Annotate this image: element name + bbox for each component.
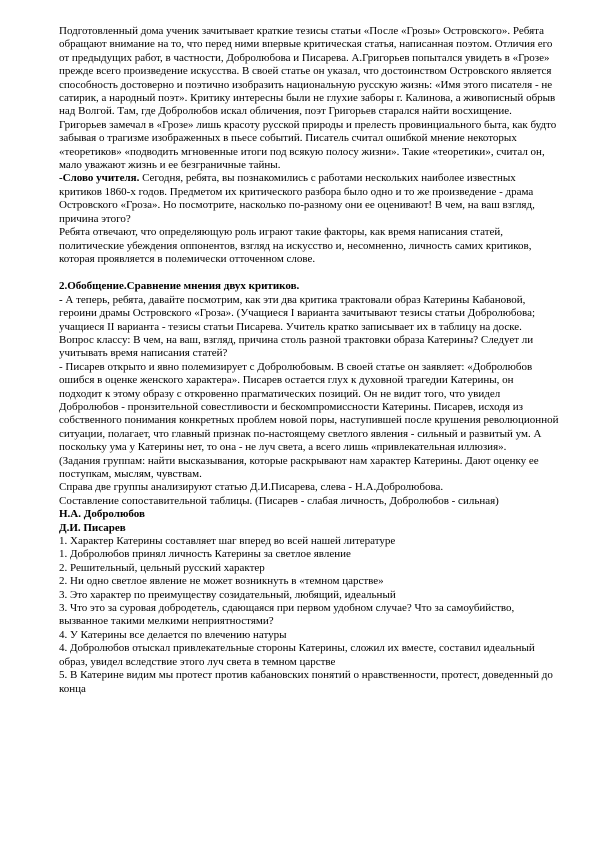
list-item: 2. Ни одно светлое явление не может возникнуть в «темном царстве»	[59, 575, 384, 588]
teacher-word-paragraph	[59, 172, 559, 226]
list-item: 3. Что это за суровая добродетель, сдающаяся при первом удобном случае? Что за самоубийство, вызванное такими мелкими неприятностями?	[59, 602, 515, 628]
intro-paragraph: Подготовленный дома ученик зачитывает краткие тезисы статьи «После «Грозы» Островского». Ребята обращают внимание на то, что перед ними впервые критическая статья, написанная поэтом. Отличия его от предыдущих работ, в частности, Добролюбова и Писарева. А.Григорьев попытался увидеть в «Грозе» прежде всего произведение искусства. В своей статье он указал, что достоинством Островского является способность достоверно и поэтично изобразить национальную русскую жизнь: «Имя этого писателя - не сатирик, а народный поэт». Критику интересны были не глухие заборы г. Калинова, а живописный обрыв над Волгой. Там, где Добролюбов искал обличения, поэт Григорьев старался найти восхищение. Григорьев замечал в «Грозе» лишь красоту русской природы и прелесть провинциального быта, как будто забывая о трагизме изображенных в пьесе событий. Писатель считал ошибкой мнение некоторых «теоретиков» «подводить мгновенные итоги под всякую полосу жизни». Такие «теоретики», считал он, мало уважают жизнь и ее безграничные тайны.	[59, 25, 557, 172]
list-item: 2. Решительный, цельный русский характер	[59, 561, 265, 574]
critic-heading-pisarev: Д.И. Писарев	[59, 521, 126, 534]
students-answer: Ребята отвечают, что определяющую роль играют такие факторы, как время написания статей, политические убеждения оппонентов, взгляд на искусство и, несомненно, личность самих критиков, которая проявляется в полемически отточенном слове.	[59, 226, 532, 265]
document-content	[59, 25, 559, 696]
table-line: Составление сопоставительной таблицы. (Писарев - слабая личность, Добролюбов - сильная)	[59, 494, 499, 507]
critic-heading-dobrolyubov: Н.А. Добролюбов	[59, 508, 145, 521]
section2-intro-text: А теперь, ребята, давайте посмотрим, как эти два критика трактовали образ Катерины Кабановой, героини драмы Островского «Гроза». (Учащиеся I варианта зачитывают тезисы статьи Добролюбова; учащиеся II варианта - тезисы статьи Писарева. Учитель кратко записывает их в таблицу на доске. Вопрос классу: В чем, на ваш, взгляд, причина столь разной трактовки образа Катерины? Следует ли учитывать время написания статей?	[59, 293, 536, 360]
section-spacer	[59, 266, 559, 280]
group-task: (Задания группам: найти высказывания, которые раскрывают нам характер Катерины. Дают оценку ее поступкам, мыслям, чувствам.	[59, 454, 539, 480]
list-item: 1. Добролюбов принял личность Катерины за светлое явление	[59, 548, 351, 561]
pisarev-paragraph: - Писарев открыто и явно полемизирует с Добролюбовым. В своей статье он заявляет: «Добролюбов ошибся в оценке женского характера». Писарев остается глух к духовной трагедии Катерины, он подходит к этому образу с откровенно прагматических позиций. Он не видит того, что увидел Добролюбов - пронзительной совестливости и бескомпромиссности Катерины. Писарев, исходя из собственного понимания конкретных проблем новой поры, наступившей после крушения революционной ситуации, полагает, что главный признак по-настоящему светлого явления - сильный и развитый ум. А поскольку ума у Катерины нет, то она - не луч света, а всего лишь «привлекательная иллюзия».	[59, 360, 559, 454]
teacher-word-text: Сегодня, ребята, вы познакомились с работами нескольких наиболее известных критиков 1860-х годов. Предметом их критического разбора было одно и то же произведение - драма Островского «Гроза». Но посмотрите, насколько по-разному они ее оценивают! В чем, на ваш взгляд, причина этого?	[59, 172, 535, 225]
teacher-word-label: -Слово учителя.	[59, 172, 140, 185]
list-item: 1. Характер Катерины составляет шаг вперед во всей нашей литературе	[59, 535, 396, 548]
list-item: 4. Добролюбов отыскал привлекательные стороны Катерины, сложил их вместе, составил идеальный образ, увидел вследствие этого луч света в темном царстве	[59, 642, 535, 668]
section2-intro-paragraph	[59, 294, 559, 361]
list-item: 5. В Катерине видим мы протест против кабановских понятий о нравственности, протест, доведенный до конца	[59, 669, 553, 695]
section2-dash: -	[59, 293, 63, 306]
list-item: 3. Это характер по преимуществу созидательный, любящий, идеальный	[59, 588, 396, 601]
section2-heading: 2.Обобщение.Сравнение мнения двух критиков.	[59, 280, 300, 293]
list-item: 4. У Катерины все делается по влечению натуры	[59, 628, 287, 641]
groups-line: Справа две группы анализируют статью Д.И.Писарева, слева - Н.А.Добролюбова.	[59, 481, 444, 494]
